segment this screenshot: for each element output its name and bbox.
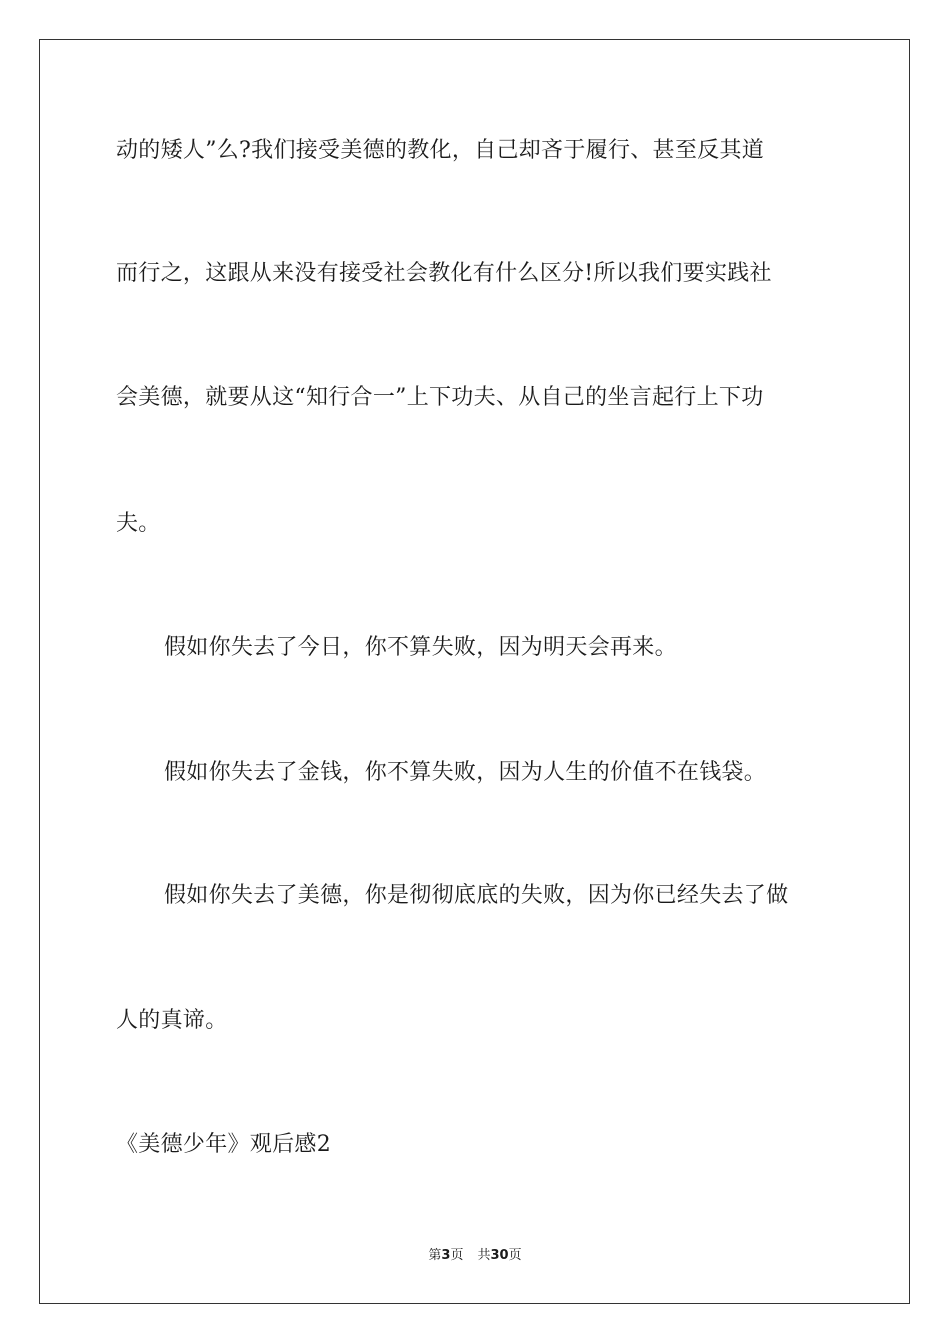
page-current: 3 (441, 1248, 451, 1263)
total-suffix: 页 (508, 1248, 522, 1263)
section-heading: 《美德少年》观后感2 (116, 1132, 331, 1157)
paragraph-line: 假如你失去了今日，你不算失败，因为明天会再来。 (164, 635, 677, 660)
paragraph-line: 会美德，就要从这“知行合一”上下功夫、从自己的坐言起行上下功 (116, 385, 764, 410)
paragraph-line: 夫。 (116, 511, 161, 536)
paragraph-line: 人的真谛。 (116, 1008, 228, 1033)
paragraph-line: 动的矮人”么?我们接受美德的教化，自己却吝于履行、甚至反其道 (116, 138, 765, 163)
page-border (39, 39, 910, 1304)
page-prefix: 第 (428, 1248, 442, 1263)
total-prefix: 共 (477, 1248, 491, 1263)
paragraph-line: 假如你失去了美德，你是彻彻底底的失败，因为你已经失去了做 (164, 883, 789, 908)
page-footer (0, 1247, 950, 1265)
page-suffix: 页 (450, 1248, 464, 1263)
page-total: 30 (490, 1248, 509, 1263)
paragraph-line: 而行之，这跟从来没有接受社会教化有什么区分!所以我们要实践社 (116, 261, 772, 286)
paragraph-line: 假如你失去了金钱，你不算失败，因为人生的价值不在钱袋。 (164, 760, 767, 785)
